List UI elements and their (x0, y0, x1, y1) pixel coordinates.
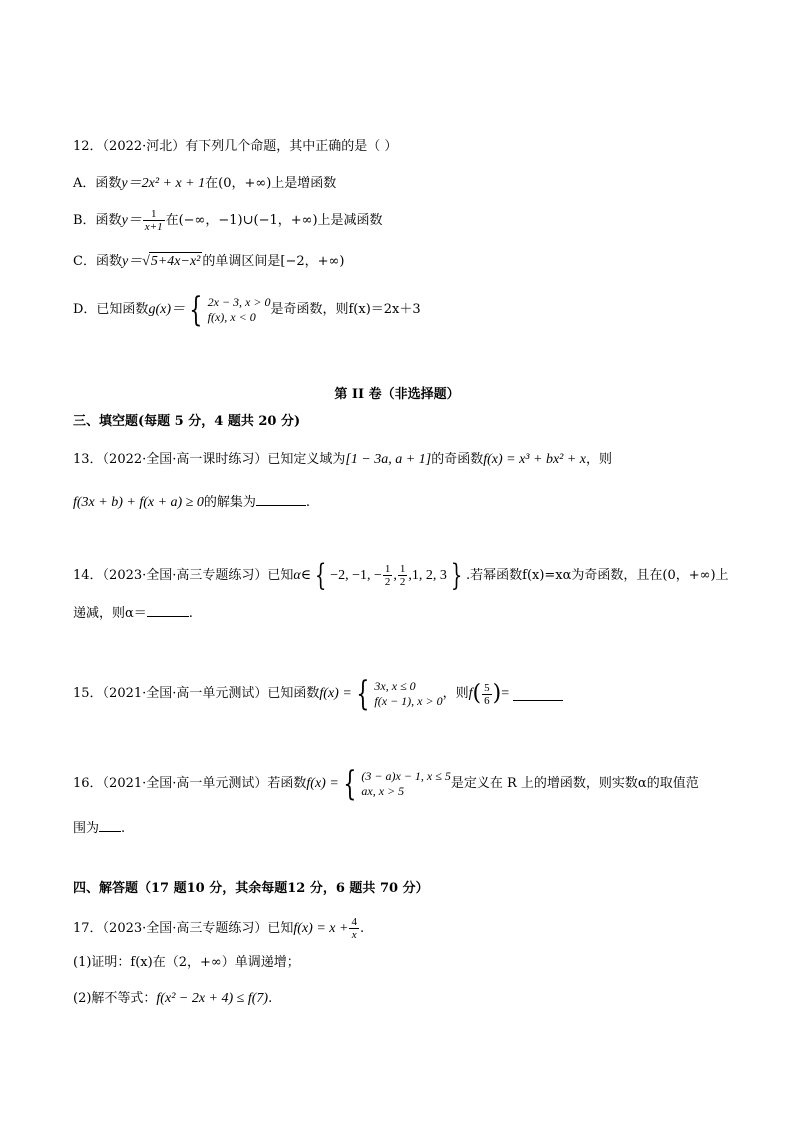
q12-option-d (73, 290, 421, 330)
left-brace-icon: { (356, 674, 370, 714)
q12-c-radicand: 5+4x−x² (150, 254, 201, 269)
q13-line2-suffix: 的解集为 (203, 495, 256, 510)
q17-part2 (73, 990, 272, 1008)
q12-b-prefix: B．函数 (73, 213, 122, 228)
q17-line (73, 916, 364, 941)
q13-mid: 的奇函数 (431, 452, 484, 467)
right-paren-icon: ) (492, 681, 502, 706)
q13-domain: [1 − 3a, a + 1] (345, 452, 432, 467)
q12-c-suffix: 的单调区间是[−2，+∞) (202, 254, 345, 269)
q12-option-a (73, 175, 336, 193)
q14-prefix: 14．（2023·全国·高三专题练习）已知 (73, 567, 294, 583)
q12-a-expr: y＝2x² + x + 1 (121, 176, 206, 191)
q12-stem (73, 138, 397, 156)
q17-num: 4 (351, 916, 357, 928)
q17-part2-expr: f(x² − 2x + 4) ≤ f(7) (156, 991, 269, 1006)
q12-d-case2: f(x), x < 0 (207, 310, 256, 324)
q16-end: . (121, 821, 126, 836)
q15-f: f (468, 686, 473, 701)
q14-line2 (73, 603, 193, 623)
q12-b-den: x+1 (144, 221, 163, 233)
q12-d-case1: 2x − 3, x > 0 (207, 295, 271, 309)
q12-b-fraction (143, 208, 165, 233)
q14-set-part-a: −2, −1, − (330, 567, 382, 583)
q13-answer-blank[interactable] (256, 492, 306, 506)
set-right-brace-icon: } (450, 557, 463, 593)
q17-expr: f(x) = x + (293, 921, 349, 936)
q14-frac2-num: 1 (399, 563, 406, 575)
q12-d-prefix: D．已知函数 (73, 302, 149, 317)
sqrt-symbol: √ (142, 254, 150, 269)
q13-line2 (73, 492, 310, 512)
q17-end: . (359, 921, 365, 936)
q12-c-prefix: C．函数 (73, 254, 122, 269)
left-brace-icon: { (343, 764, 357, 804)
q16-wrap (73, 764, 699, 804)
q15-eq: = (501, 686, 510, 701)
q15-fraction (482, 682, 492, 707)
q16-answer-blank[interactable] (99, 818, 121, 832)
q12-d-cases (208, 295, 271, 325)
q12-d-wrap (73, 290, 421, 330)
q14-frac2-den: 2 (399, 576, 406, 588)
q12-b-num: 1 (143, 208, 165, 221)
q12-b-suffix: 在(−∞，−1)∪(−1，+∞)上是减函数 (165, 213, 383, 228)
q13-suffix: ，则 (586, 452, 613, 467)
q15-prefix: 15．（2021·全国·高一单元测试）已知函数 (73, 686, 320, 701)
q15-case1: 3x, x ≤ 0 (374, 679, 416, 693)
q14-end: . (188, 606, 193, 621)
q17-prefix: 17．（2023·全国·高三专题练习）已知 (73, 921, 294, 936)
q16-line1 (73, 764, 699, 804)
section-4-heading: 四、解答题（17 题10 分，其余每题12 分，6 题共 70 分） (73, 881, 429, 896)
q15-den: 6 (484, 694, 490, 707)
q12-a-suffix: 在(0，+∞)上是增函数 (205, 176, 337, 191)
q12-option-b (73, 208, 383, 233)
q12-a-prefix: A．函数 (73, 176, 122, 191)
q14-set-sep: , (393, 567, 397, 583)
q14-suffix: .若幂函数f(x)=xα为奇函数，且在(0，+∞)上 (466, 567, 729, 583)
section-3-heading: 三、填空题(每题 5 分，4 题共 20 分) (73, 414, 301, 429)
q14-fraction-2 (398, 563, 408, 588)
q13-inequality: f(3x + b) + f(x + a) ≥ 0 (73, 495, 204, 510)
q16-case1: (3 − a)x − 1, x ≤ 5 (361, 769, 451, 783)
q12-d-lhs: g(x)＝ (148, 302, 185, 317)
q12-d-suffix: 是奇函数，则f(x)＝2x＋3 (270, 302, 421, 317)
section-2-title: 第 II 卷（非选择题） (334, 387, 460, 402)
q13-line1 (73, 451, 612, 469)
q14-line1 (73, 557, 729, 593)
left-paren-icon: ( (472, 681, 482, 706)
q17-part2-prefix: (2)解不等式： (73, 991, 157, 1006)
q17-part2-end: . (268, 991, 273, 1006)
q15-line (73, 674, 563, 714)
q12-option-c (73, 252, 344, 271)
q14-fraction-1 (383, 563, 393, 588)
q17-fraction (349, 916, 359, 941)
q15-case2: f(x − 1), x > 0 (374, 694, 443, 708)
q13-function: f(x) = x³ + bx² + x (483, 452, 587, 467)
q16-lhs: f(x) = (306, 776, 339, 791)
q16-prefix: 16．（2021·全国·高一单元测试）若函数 (73, 776, 307, 791)
q15-answer-blank[interactable] (513, 687, 563, 701)
q14-wrap (73, 557, 729, 593)
q14-answer-blank[interactable] (147, 603, 189, 617)
q14-alpha-in: α∈ (293, 567, 312, 583)
q15-wrap (73, 674, 563, 714)
q12-stem-text: 12．（2022·河北）有下列几个命题，其中正确的是（ ） (73, 139, 398, 154)
q15-mid: ，则 (442, 686, 469, 701)
q17-part1: (1)证明：f(x)在（2，+∞）单调递增； (73, 955, 300, 970)
q15-num: 5 (484, 681, 490, 694)
q12-c-lhs: y＝ (121, 254, 143, 269)
q14-line2-text: 递减，则α＝ (73, 606, 147, 621)
q16-suffix: 是定义在 R 上的增函数，则实数α的取值范 (450, 776, 699, 791)
q13-prefix: 13．（2022·全国·高一课时练习）已知定义域为 (73, 452, 346, 467)
q16-case2: ax, x > 5 (361, 784, 405, 798)
q17-den: x (351, 929, 357, 941)
q15-lhs: f(x) = (319, 686, 352, 701)
q16-line2 (73, 818, 125, 838)
q14-set-part-b: ,1, 2, 3 (408, 567, 447, 583)
q16-cases (361, 769, 450, 799)
q16-line2-text: 围为 (73, 821, 100, 836)
q13-end: . (305, 495, 311, 510)
set-left-brace-icon: { (314, 557, 327, 593)
q12-b-lhs: y＝ (121, 213, 142, 228)
q15-cases (374, 679, 442, 709)
left-brace-icon: { (189, 290, 203, 330)
q14-frac1-den: 2 (384, 576, 391, 588)
q14-frac1-num: 1 (384, 563, 391, 575)
